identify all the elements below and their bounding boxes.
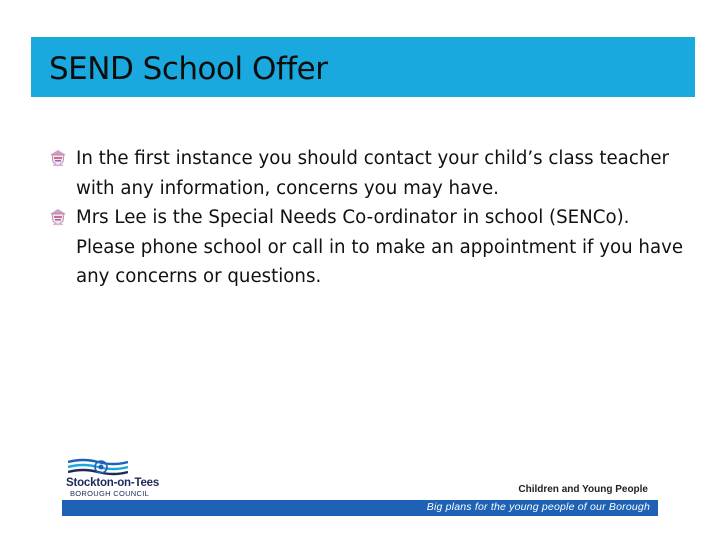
school-crest-bullet-icon [48, 208, 68, 226]
department-label: Children and Young People [518, 484, 648, 495]
council-name: Stockton-on-Tees [66, 477, 160, 489]
council-subtitle: BOROUGH COUNCIL [70, 489, 150, 498]
bullet-item [48, 203, 688, 292]
title-bar [31, 37, 695, 97]
bullet-text: Mrs Lee is the Special Needs Co-ordinator in school (SENCo). Please phone school or call in to make an appointment if you have any concerns or questions. [76, 207, 684, 287]
footer-bar [62, 500, 658, 516]
council-logo [66, 458, 176, 498]
bullet-list [48, 144, 688, 292]
river-waves-logo-icon [68, 458, 128, 478]
slide-title: SEND School Offer [49, 51, 328, 87]
school-crest-bullet-icon [48, 149, 68, 167]
bullet-item [48, 144, 688, 203]
footer-tagline: Big plans for the young people of our Borough [426, 501, 650, 513]
bullet-text: In the first instance you should contact your child’s class teacher with any information, concerns you may have. [76, 148, 670, 199]
